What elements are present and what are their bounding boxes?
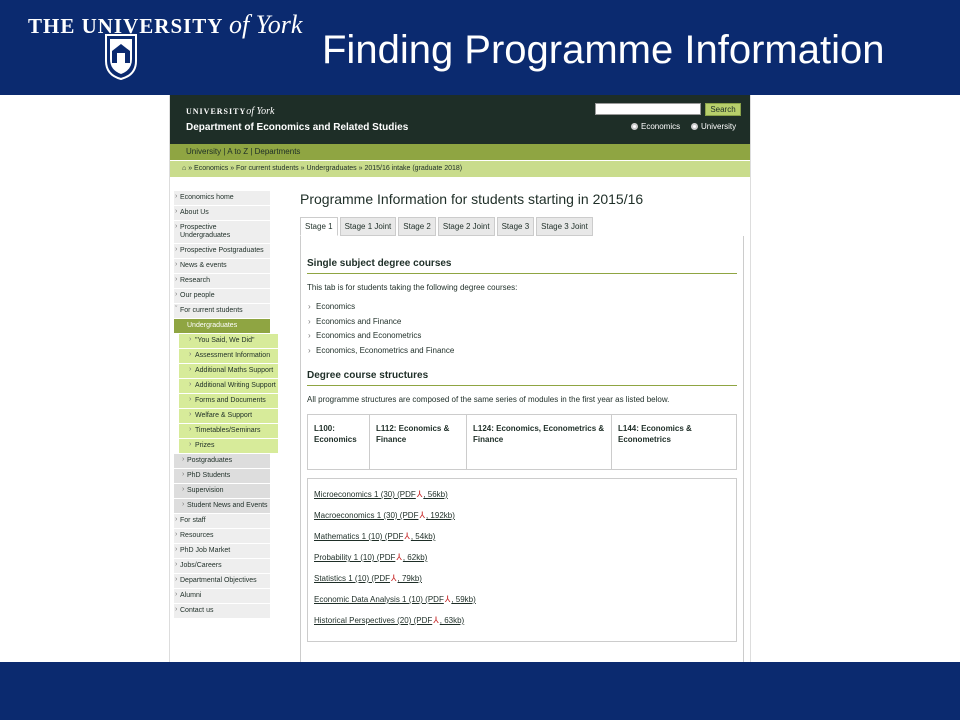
degree-list bbox=[307, 300, 737, 358]
sidebar-item[interactable]: › Prospective Undergraduates bbox=[174, 221, 270, 244]
module-title: Historical Perspectives (20) (PDF bbox=[314, 616, 433, 625]
section-structures-title: Degree course structures bbox=[307, 370, 737, 386]
sidebar-item[interactable]: › Prizes bbox=[179, 439, 278, 454]
sidebar-item[interactable]: › For staff bbox=[174, 514, 270, 529]
module-title: Probability 1 (10) (PDF bbox=[314, 553, 396, 562]
sidebar-item[interactable]: › Timetables/Seminars bbox=[179, 424, 278, 439]
sidebar-item[interactable]: › Our people bbox=[174, 289, 270, 304]
sidebar-item[interactable]: › "You Said, We Did" bbox=[179, 334, 278, 349]
sidebar-item[interactable]: ˇ For current students bbox=[174, 304, 270, 319]
slide-header bbox=[0, 0, 960, 95]
breadcrumb-text[interactable]: » Economics » For current students » Undergraduates » 2015/16 intake (graduate 2018) bbox=[188, 165, 463, 172]
pdf-icon: ⅄ bbox=[391, 573, 397, 583]
site-search-button[interactable]: Search bbox=[705, 103, 741, 116]
radio-economics[interactable] bbox=[631, 122, 680, 131]
course-code-cell: L124: Economics, Econometrics & Finance bbox=[467, 415, 612, 469]
degree-item: › Economics bbox=[307, 300, 737, 315]
site-logo-script: of York bbox=[246, 106, 275, 117]
sidebar-item[interactable]: › Welfare & Support bbox=[179, 409, 278, 424]
logo-script: of York bbox=[228, 10, 303, 39]
logo-prefix: THE UNIVERSITY bbox=[28, 14, 223, 38]
module-title: Statistics 1 (10) (PDF bbox=[314, 574, 391, 583]
module-title: Microeconomics 1 (30) (PDF bbox=[314, 490, 416, 499]
site-logo[interactable] bbox=[186, 106, 275, 117]
tab-stage[interactable]: Stage 1 bbox=[300, 217, 338, 236]
sidebar-item[interactable]: › Additional Writing Support bbox=[179, 379, 278, 394]
radio-economics-label: Economics bbox=[641, 122, 681, 131]
site-search-input[interactable] bbox=[595, 103, 701, 115]
module-size: , 59kb) bbox=[451, 595, 476, 604]
course-code-table bbox=[307, 414, 737, 470]
section-single-subject-text: This tab is for students taking the following degree courses: bbox=[307, 283, 518, 292]
pdf-icon: ⅄ bbox=[444, 594, 451, 604]
modules-box bbox=[307, 478, 737, 642]
module-pdf-link[interactable] bbox=[314, 547, 730, 568]
section-single-subject-title: Single subject degree courses bbox=[307, 258, 737, 274]
home-icon[interactable]: ⌂ bbox=[182, 165, 187, 172]
sidebar-item[interactable]: › Alumni bbox=[174, 589, 270, 604]
site-logo-prefix: UNIVERSITY bbox=[186, 107, 247, 116]
crest-icon bbox=[104, 33, 138, 81]
pdf-icon: ⅄ bbox=[396, 552, 402, 562]
module-title: Economic Data Analysis 1 (10) (PDF bbox=[314, 595, 444, 604]
module-size: , 56kb) bbox=[423, 490, 448, 499]
module-pdf-link[interactable] bbox=[314, 526, 730, 547]
pdf-icon: ⅄ bbox=[416, 489, 423, 499]
tab-stage[interactable]: Stage 3 Joint bbox=[536, 217, 593, 236]
sidebar-item[interactable]: › Departmental Objectives bbox=[174, 574, 270, 589]
tab-panel bbox=[300, 236, 744, 662]
module-title: Mathematics 1 (10) (PDF bbox=[314, 532, 404, 541]
sidebar-item[interactable]: Undergraduates bbox=[174, 319, 270, 334]
radio-university[interactable] bbox=[691, 122, 736, 131]
radio-icon bbox=[691, 123, 698, 130]
sidebar-item[interactable]: › About Us bbox=[174, 206, 270, 221]
section-structures-text: All programme structures are composed of the same series of modules in the first year as listed below. bbox=[307, 395, 670, 404]
sidebar-item[interactable]: › Contact us bbox=[174, 604, 270, 619]
module-size: , 192kb) bbox=[425, 511, 455, 520]
stage-tabs bbox=[300, 217, 744, 236]
course-code-cell: L100: Economics bbox=[308, 415, 370, 469]
radio-university-label: University bbox=[701, 122, 737, 131]
tab-stage[interactable]: Stage 1 Joint bbox=[340, 217, 397, 236]
sidebar-item[interactable]: › Student News and Events bbox=[174, 499, 270, 514]
degree-item: › Economics and Finance bbox=[307, 315, 737, 330]
course-code-cell: L112: Economics & Finance bbox=[370, 415, 467, 469]
degree-item: › Economics, Econometrics and Finance bbox=[307, 344, 737, 359]
university-logo bbox=[28, 10, 302, 40]
website-screenshot bbox=[169, 95, 751, 662]
course-code-cell: L144: Economics & Econometrics bbox=[618, 424, 692, 444]
sidebar-nav bbox=[174, 191, 276, 619]
site-nav-bar[interactable]: University | A to Z | Departments bbox=[170, 144, 751, 160]
sidebar-item[interactable]: › PhD Job Market bbox=[174, 544, 270, 559]
tab-stage[interactable]: Stage 3 bbox=[497, 217, 535, 236]
sidebar-item[interactable]: › PhD Students bbox=[174, 469, 270, 484]
module-size: , 62kb) bbox=[402, 553, 428, 562]
main-content bbox=[300, 191, 744, 662]
module-pdf-link[interactable] bbox=[314, 610, 730, 631]
tab-stage[interactable]: Stage 2 bbox=[398, 217, 436, 236]
slide-title: Finding Programme Information bbox=[322, 28, 885, 72]
radio-selected-icon bbox=[631, 123, 638, 130]
module-size: , 79kb) bbox=[397, 574, 422, 583]
sidebar-item[interactable]: › Resources bbox=[174, 529, 270, 544]
module-size: , 63kb) bbox=[439, 616, 465, 625]
sidebar-item[interactable]: › News & events bbox=[174, 259, 270, 274]
pdf-icon: ⅄ bbox=[433, 615, 439, 625]
pdf-icon: ⅄ bbox=[404, 531, 410, 541]
module-pdf-link[interactable] bbox=[314, 484, 730, 505]
sidebar-item[interactable]: › Additional Maths Support bbox=[179, 364, 278, 379]
tab-stage[interactable]: Stage 2 Joint bbox=[438, 217, 495, 236]
sidebar-item[interactable]: › Research bbox=[174, 274, 270, 289]
department-name: Department of Economics and Related Studies bbox=[186, 122, 409, 133]
module-pdf-link[interactable] bbox=[314, 589, 730, 610]
pdf-icon: ⅄ bbox=[419, 510, 425, 520]
module-title: Macroeconomics 1 (30) (PDF bbox=[314, 511, 419, 520]
breadcrumb bbox=[170, 161, 751, 177]
sidebar-item[interactable]: › Forms and Documents bbox=[179, 394, 278, 409]
module-size: , 54kb) bbox=[410, 532, 436, 541]
sidebar-item[interactable]: › Prospective Postgraduates bbox=[174, 244, 270, 259]
module-pdf-link[interactable] bbox=[314, 568, 730, 589]
site-header bbox=[170, 95, 751, 144]
sidebar-item[interactable]: › Assessment Information bbox=[179, 349, 278, 364]
sidebar-item[interactable]: › Supervision bbox=[174, 484, 270, 499]
module-pdf-link[interactable] bbox=[314, 505, 730, 526]
degree-item: › Economics and Econometrics bbox=[307, 329, 737, 344]
sidebar-item[interactable]: › Economics home bbox=[174, 191, 270, 206]
page-heading: Programme Information for students starting in 2015/16 bbox=[300, 191, 644, 207]
slide-footer bbox=[0, 662, 960, 720]
sidebar-item[interactable]: › Postgraduates bbox=[174, 454, 270, 469]
sidebar-item[interactable]: › Jobs/Careers bbox=[174, 559, 270, 574]
